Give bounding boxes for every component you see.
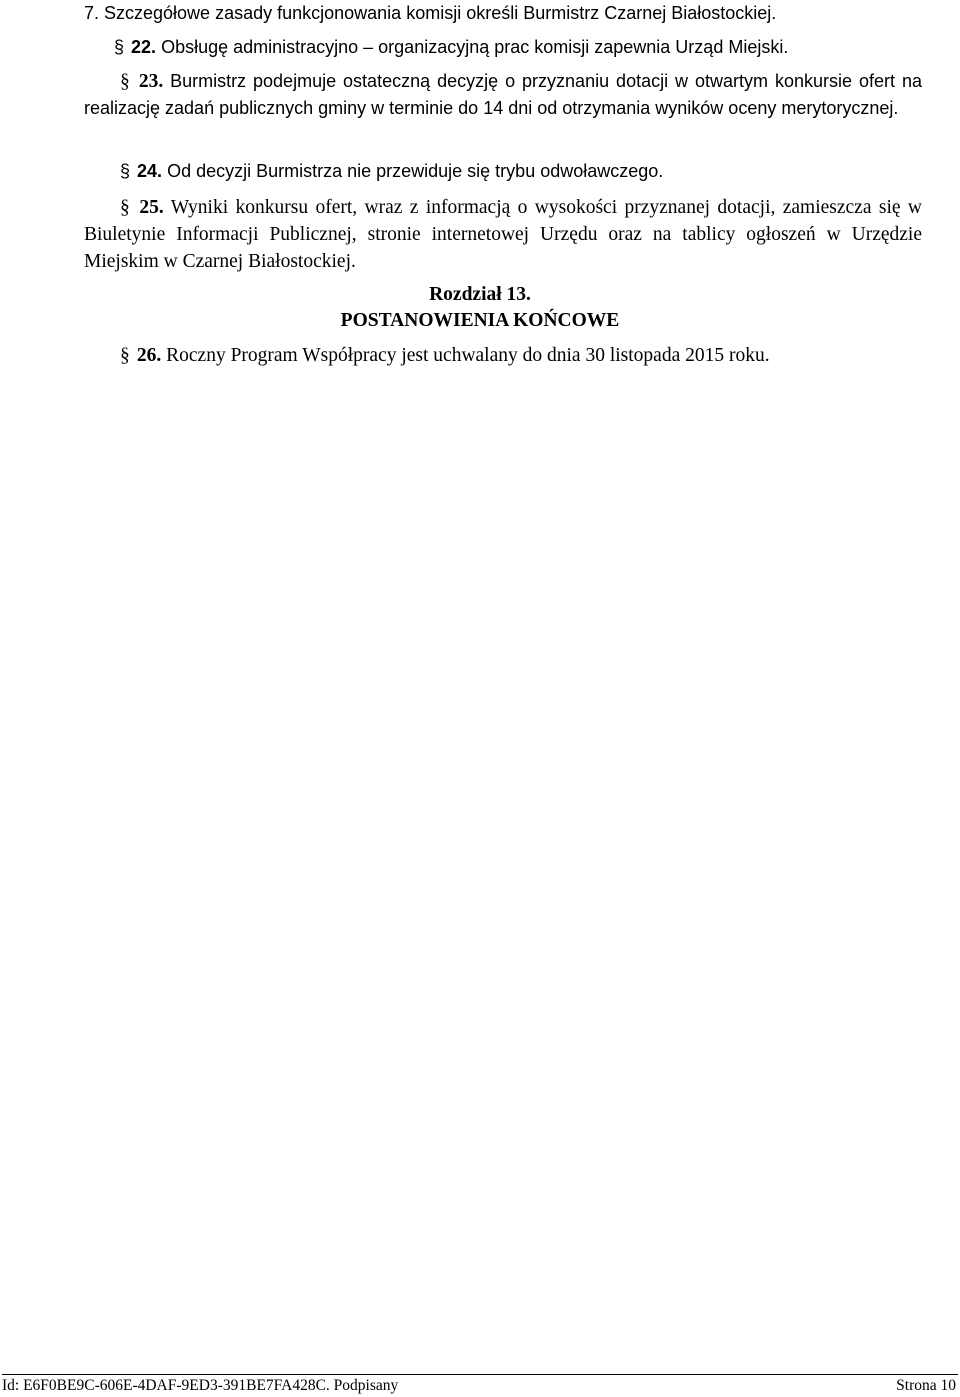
paragraph-23 bbox=[84, 68, 922, 122]
paragraph-23-number: 23. bbox=[138, 71, 164, 92]
document-id: Id: E6F0BE9C-606E-4DAF-9ED3-391BE7FA428C. Podpisany bbox=[2, 1377, 399, 1394]
paragraph-24-text: Od decyzji Burmistrza nie przewiduje się trybu odwoławczego. bbox=[167, 161, 664, 181]
page-number: Strona 10 bbox=[896, 1377, 956, 1394]
paragraph-23-text: Burmistrz podejmuje ostateczną decyzję o przyznaniu dotacji w otwartym konkursie ofert na realizację zadań publicznych gminy w terminie do 14 dni od otrzymania wyników oceny merytorycznej. bbox=[84, 71, 923, 118]
item-7-text: 7. Szczegółowe zasady funkcjonowania komisji określi Burmistrz Czarnej Białostockiej. bbox=[84, 3, 777, 23]
paragraph-26-text: Roczny Program Współpracy jest uchwalany do dnia 30 listopada 2015 roku. bbox=[166, 345, 770, 366]
paragraph-25-number: 25. bbox=[139, 197, 164, 218]
paragraph-26 bbox=[84, 342, 922, 369]
paragraph-22-number: 22. bbox=[131, 37, 157, 57]
chapter-title: POSTANOWIENIA KOŃCOWE bbox=[340, 310, 620, 331]
paragraph-22 bbox=[84, 34, 922, 61]
paragraph-25-text: Wyniki konkursu ofert, wraz z informacją o wysokości przyznanej dotacji, zamieszcza się w Biuletynie Informacji Publicznej, stronie internetowej Urzędu oraz na tablicy ogłoszeń w Urzędzie Miejskim w Czarnej Białostockiej. bbox=[84, 197, 923, 272]
section-sign: § bbox=[120, 71, 130, 92]
chapter-number: Rozdział 13. bbox=[429, 284, 531, 305]
section-sign: § bbox=[120, 345, 130, 366]
page-footer bbox=[2, 1374, 958, 1397]
paragraph-25 bbox=[84, 194, 922, 275]
paragraph-24 bbox=[84, 158, 922, 185]
section-sign: § bbox=[114, 37, 125, 57]
item-7 bbox=[84, 0, 922, 27]
section-sign: § bbox=[120, 161, 131, 181]
paragraph-22-text: Obsługę administracyjno – organizacyjną prac komisji zapewnia Urząd Miejski. bbox=[161, 37, 789, 57]
section-sign: § bbox=[120, 197, 130, 218]
paragraph-26-number: 26. bbox=[136, 345, 162, 366]
paragraph-24-number: 24. bbox=[137, 161, 163, 181]
